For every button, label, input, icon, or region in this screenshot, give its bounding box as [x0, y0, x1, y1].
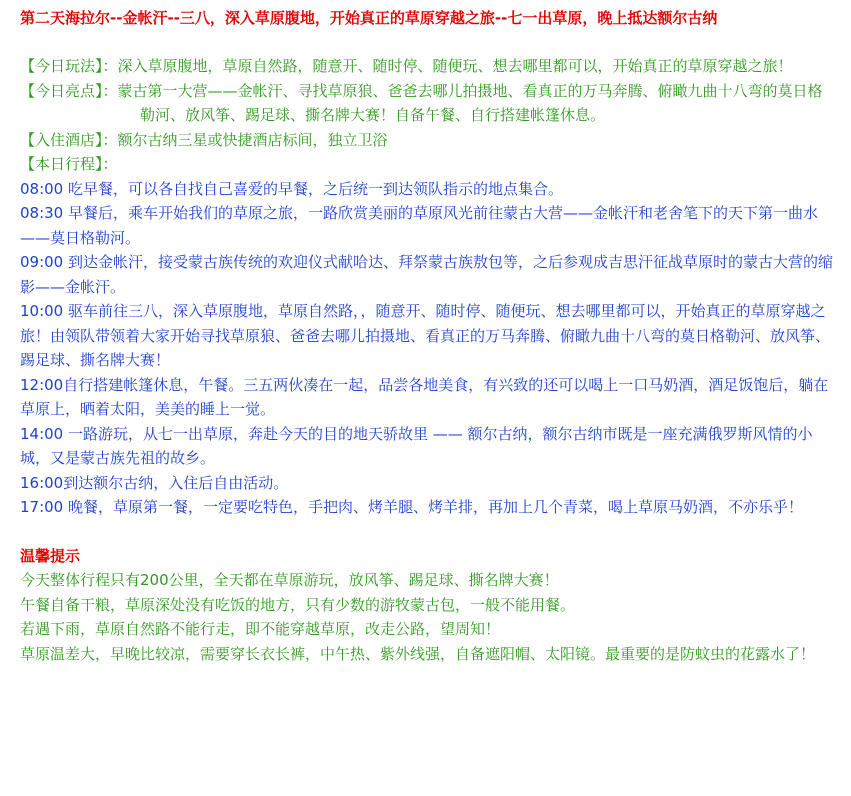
schedule-list — [20, 177, 835, 520]
tip-item: 若遇下雨，草原自然路不能行走，即不能穿越草原，改走公路，望周知！ — [20, 620, 501, 638]
hotel-section: 【入住酒店】：额尔古纳三星或快捷酒店标间，独立卫浴 — [20, 130, 388, 149]
schedule-item-0830: 08:30 早餐后，乘车开始我们的草原之旅，一路欣赏美丽的草原风光前往蒙古大营——金帐汗和老舍笔下的天下第一曲水——莫日格勒河。 — [20, 204, 819, 247]
schedule-item-1000: 10:00 驱车前往三八，深入草原腹地，草原自然路，，随意开、随时停、随便玩、想去哪里都可以，开始真正的草原穿越之旅！由领队带领着大家开始寻找草原狼、爸爸去哪儿拍摄地、看真正的万马奔腾、俯瞰九曲十八弯的莫日格勒河、放风筝、踢足球、撕名牌大赛！ — [20, 302, 831, 369]
schedule-item-1700: 17:00 晚餐，草原第一餐，一定要吃特色，手把肉、烤羊腿、烤羊排，再加上几个青菜，喝上草原马奶酒，不亦乐乎！ — [20, 498, 804, 516]
tips-title: 温馨提示 — [20, 546, 81, 565]
tips-list — [20, 568, 835, 666]
schedule-label: 【本日行程】： — [20, 155, 118, 173]
tip-item: 午餐自备干粮，草原深处没有吃饭的地方，只有少数的游牧蒙古包，一般不能用餐。 — [20, 595, 576, 614]
spacer — [20, 30, 835, 54]
schedule-item-0900: 09:00 到达金帐汗，接受蒙古族传统的欢迎仪式献哈达、拜祭蒙古族敖包等，之后参观成吉思汗征战草原时的蒙古大营的缩影——金帐汗。 — [20, 253, 834, 296]
play-section: 【今日玩法】：深入草原腹地，草原自然路，随意开、随时停、随便玩、想去哪里都可以，开始真正的草原穿越之旅！ — [20, 57, 793, 75]
schedule-item-1200: 12:00自行搭建帐篷休息，午餐。三五两伙凑在一起，品尝各地美食，有兴致的还可以喝上一口马奶酒，酒足饭饱后，躺在草原上，晒着太阳，美美的睡上一觉。 — [20, 375, 829, 418]
schedule-item-1400: 14:00 一路游玩，从七一出草原，奔赴今天的目的地天骄故里 —— 额尔古纳，额尔古纳市既是一座充满俄罗斯风情的小城，又是蒙古族先祖的故乡。 — [20, 424, 813, 467]
schedule-item-0800: 08:00 吃早餐，可以各自找自己喜爱的早餐，之后统一到达领队指示的地点集合。 — [20, 179, 563, 198]
day-title: 第二天海拉尔--金帐汗--三八，深入草原腹地，开始真正的草原穿越之旅--七一出草原，晚上抵达额尔古纳 — [20, 9, 718, 27]
tip-item: 今天整体行程只有200公里，全天都在草原游玩，放风筝、踢足球、撕名牌大赛！ — [20, 571, 559, 589]
tip-item: 草原温差大，早晚比较凉，需要穿长衣长裤，中午热、紫外线强，自备遮阳帽、太阳镜。最重要的是防蚊虫的花露水了！ — [20, 644, 816, 663]
highlights-continuation: 勒河、放风筝、踢足球、撕名牌大赛！自备午餐、自行搭建帐篷休息。 — [140, 106, 606, 124]
schedule-item-1600: 16:00到达额尔古纳，入住后自由活动。 — [20, 473, 289, 492]
highlights-section: 【今日亮点】：蒙古第一大营——金帐汗、寻找草原狼、爸爸去哪儿拍摄地、看真正的万马奔腾、俯瞰九曲十八弯的莫日格 — [20, 81, 823, 100]
